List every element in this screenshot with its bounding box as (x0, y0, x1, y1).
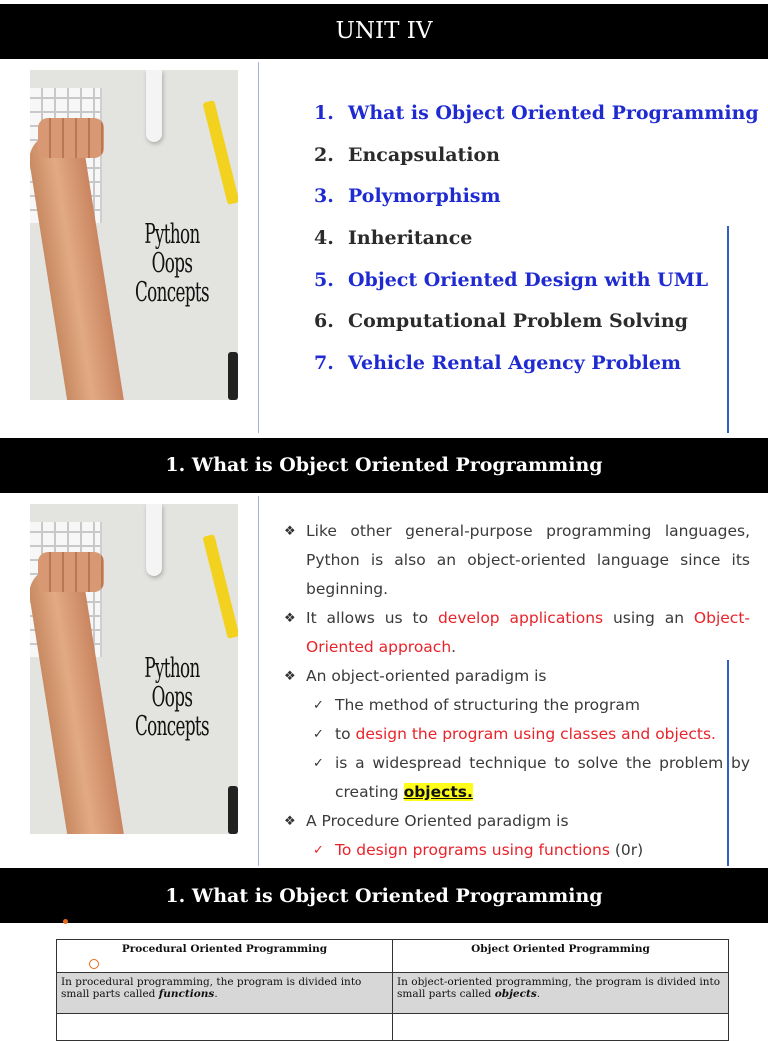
slide-3-title: 1. What is Object Oriented Programming (165, 885, 603, 907)
column-header: Procedural Oriented Programming (57, 940, 393, 973)
topic-item[interactable]: 3. Polymorphism (314, 185, 501, 208)
bullet-item: ❖ An object-oriented paradigm is (284, 662, 750, 691)
topic-item[interactable]: 4. Inheritance (314, 227, 473, 250)
divider-line (258, 62, 259, 433)
table-cell: In procedural programming, the program is divided into small parts called functions. (57, 973, 393, 1014)
topic-item[interactable]: 2. Encapsulation (314, 143, 500, 166)
python-oops-image (30, 504, 238, 834)
slide-1-title-bar (0, 4, 768, 59)
mouse-graphic (146, 504, 162, 576)
topic-item[interactable]: 1. What is Object Oriented Programming (314, 102, 759, 124)
bullet-item: ❖ A Procedure Oriented paradigm is (284, 807, 750, 836)
diamond-bullet-icon: ❖ (284, 611, 296, 626)
topic-item[interactable]: 5. Object Oriented Design with UML (314, 268, 709, 291)
mouse-graphic (146, 70, 162, 142)
check-icon: ✓ (313, 756, 324, 771)
slide-3-title-bar (0, 868, 768, 923)
arm-graphic (30, 129, 126, 400)
comparison-table (56, 939, 729, 1041)
diamond-bullet-icon: ❖ (284, 524, 296, 539)
bullet-item: ❖ It allows us to develop applications using an Object-Oriented approach. (284, 604, 750, 662)
sub-bullet-item: ✓ is a widespread technique to solve the problem by creating objects. (284, 749, 750, 807)
image-caption: Python Oops Concepts (134, 219, 210, 309)
table-row (57, 973, 729, 1014)
sub-bullet-item: ✓ to design the program using classes and objects. (284, 720, 750, 749)
image-caption: Python Oops Concepts (134, 653, 210, 743)
table-cell (393, 1014, 729, 1041)
orange-ring-icon (89, 959, 99, 969)
fingers-graphic (38, 552, 104, 592)
dark-object-graphic (228, 352, 238, 400)
slide-2-title: 1. What is Object Oriented Programming (165, 454, 603, 476)
sub-bullet-item: ✓ To design programs using functions (0r) (284, 836, 750, 865)
table-cell: In object-oriented programming, the program is divided into small parts called objects. (393, 973, 729, 1014)
check-icon: ✓ (313, 698, 324, 713)
topics-list (314, 98, 759, 390)
diamond-bullet-icon: ❖ (284, 814, 296, 829)
sub-bullet-item: ✓ The method of structuring the program (284, 691, 750, 720)
python-oops-image (30, 70, 238, 400)
pencil-graphic (202, 100, 238, 205)
table-cell (57, 1014, 393, 1041)
dark-object-graphic (228, 786, 238, 834)
fingers-graphic (38, 118, 104, 158)
orange-dot-icon (63, 919, 68, 924)
bullet-item: ❖ Like other general-purpose programming languages, Python is also an object-oriented language since its beginning. (284, 517, 750, 604)
arm-graphic (30, 563, 126, 834)
topic-item[interactable]: 6. Computational Problem Solving (314, 310, 688, 333)
pencil-graphic (202, 534, 238, 639)
slide-1-title: UNIT IV (335, 18, 433, 44)
check-icon: ✓ (313, 727, 324, 742)
column-header: Object Oriented Programming (393, 940, 729, 973)
slide-1 (0, 0, 768, 433)
table-row (57, 1014, 729, 1041)
diamond-bullet-icon: ❖ (284, 669, 296, 684)
table-header-row (57, 940, 729, 973)
topic-item[interactable]: 7. Vehicle Rental Agency Problem (314, 352, 682, 375)
oop-bullets (284, 517, 750, 865)
slide-2-title-bar (0, 438, 768, 493)
divider-line (258, 496, 259, 866)
check-icon: ✓ (313, 843, 324, 858)
